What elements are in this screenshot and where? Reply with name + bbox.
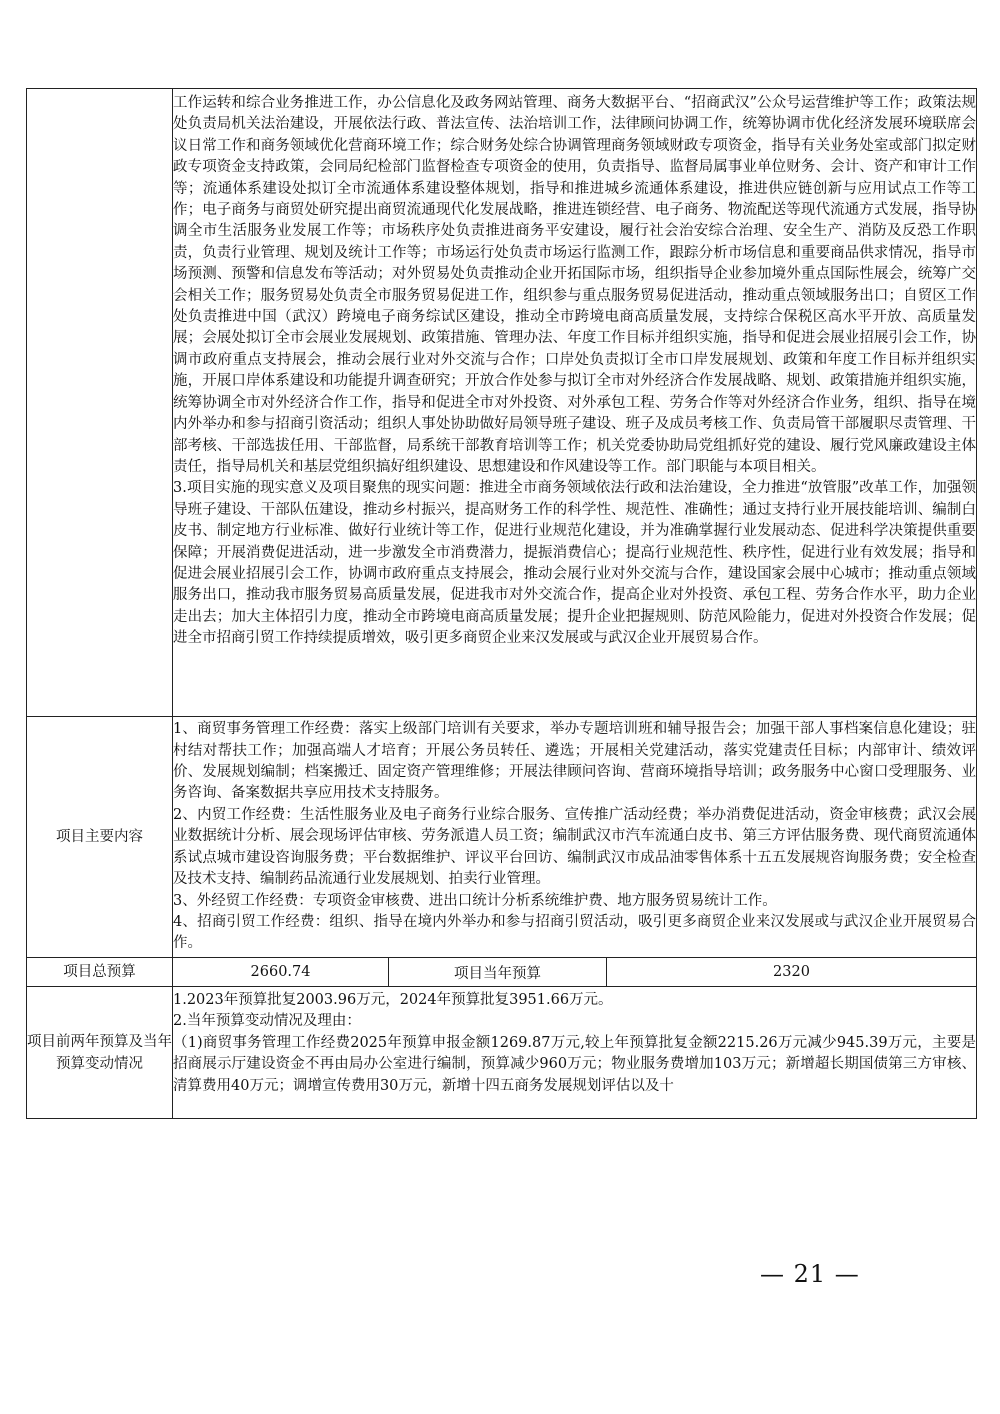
paragraph: 工作运转和综合业务推进工作，办公信息化及政务网站管理、商务大数据平台、“招商武汉”公众号运营维护等工作；政策法规处负责局机关法治建设，开展依法行政、普法宣传、法治培训工作，法律顾问协调工作，统筹协调市优化经济发展环境联席会议日常工作和商务领域优化营商环境工作；综合财务处综合协调管理商务领域财政专项资金，指导有关业务处室或部门拟定财政专项资金支持政策，会同局纪检部门监督检查专项资金的使用，负责指导、监督局属事业单位财务、会计、资产和审计工作等；流通体系建设处拟订全市流通体系建设整体规划，指导和推进城乡流通体系建设，推进供应链创新与应用试点工作等工作；电子商务与商贸处研究提出商贸流通现代化发展战略，推进连锁经营、电子商务、物流配送等现代流通方式发展，指导协调全市生活服务业发展工作等；市场秩序处负责推进商务平安建设，履行社会治安综合治理、安全生产、消防及反恐工作职责，负责行业管理、规划及统计工作等；市场运行处负责市场运行监测工作，跟踪分析市场信息和重要商品供求情况，指导市场预测、预警和信息发布等活动；对外贸易处负责推动企业开拓国际市场，组织指导企业参加境外重点国际性展会，统筹广交会相关工作；服务贸易处负责全市服务贸易促进工作，组织参与重点服务贸易促进活动，推动重点领域服务出口；自贸区工作处负责推进中国（武汉）跨境电子商务综试区建设，推动全市跨境电商高质量发展，支持综合保税区高水平开放、高质量发展；会展处拟订全市会展业发展规划、政策措施、管理办法、年度工作目标并组织实施，指导和促进会展业招展引会工作，协调市政府重点支持展会，推动会展行业对外交流与合作；口岸处负责拟订全市口岸发展规划、政策和年度工作目标并组织实施，开展口岸体系建设和功能提升调查研究；开放合作处参与拟订全市对外经济合作发展战略、规划、政策措施并组织实施，统筹协调全市对外经济合作工作，指导和促进全市对外投资、对外承包工程、劳务合作等对外经济合作业务，组织、指导在境内外举办和参与招商引资活动；组织人事处协助做好局领导班子建设、班子及成员考核工作、负责局管干部履职尽责管理、干部考核、干部选拔任用、干部监督，局系统干部教育培训等工作；机关党委协助局党组抓好党的建设、履行党风廉政建设主体责任，指导局机关和基层党组织搞好组织建设、思想建设和作风建设等工作。部门职能与本项目相关。 [173, 95, 976, 475]
paragraph: 1.2023年预算批复2003.96万元，2024年预算批复3951.66万元。 [173, 992, 613, 1008]
current-budget-value: 2320 [607, 958, 977, 987]
total-budget-label: 项目总预算 [27, 958, 173, 987]
project-basis-row [27, 89, 977, 717]
total-budget-value: 2660.74 [173, 958, 389, 987]
paragraph: 2、内贸工作经费：生活性服务业及电子商务行业综合服务、宣传推广活动经费；举办消费促进活动，资金审核费；武汉会展业数据统计分析、展会现场评估审核、劳务派遣人员工资；编制武汉市汽车流通白皮书、第三方评估服务费、现代商贸流通体系试点城市建设咨询服务费；平台数据维护、评议平台回访、编制武汉市成品油零售体系十五五发展规咨询服务费；安全检查及技术支持、编制药品流通行业发展规划、拍卖行业管理。 [173, 806, 976, 888]
current-budget-label: 项目当年预算 [389, 958, 607, 987]
project-basis-label [27, 89, 173, 717]
paragraph: 3.项目实施的现实意义及项目聚焦的现实问题：推进全市商务领域依法行政和法治建设，全力推进“放管服”改革工作，加强领导班子建设、干部队伍建设，推动乡村振兴，提高财务工作的科学性、规范性、准确性；通过支持行业开展技能培训、编制白皮书、制定地方行业标准、做好行业统计等工作，促进行业规范化建设，并为准确掌握行业发展动态、促进科学决策提供重要保障；开展消费促进活动，进一步激发全市消费潜力，提振消费信心；提高行业规范性、秩序性，促进行业有效发展；指导和促进会展业招展引会工作，协调市政府重点支持展会，推动会展行业对外交流与合作，建设国家会展中心城市；推动重点领域服务出口，推动我市服务贸易高质量发展，促进我市对外交流合作，提高企业对外投资、承包工程、劳务合作水平，助力企业走出去；加大主体招引力度，推动全市跨境电商高质量发展；提升企业把握规则、防范风险能力，促进对外投资合作发展；促进全市招商引贸工作持续提质增效，吸引更多商贸企业来汉发展或与武汉企业开展贸易合作。 [173, 480, 976, 647]
page-number: — 21 — [760, 1260, 860, 1288]
project-table [26, 88, 977, 1119]
budget-changes-label: 项目前两年预算及当年预算变动情况 [27, 987, 173, 1119]
budget-row [27, 958, 977, 987]
main-content-label: 项目主要内容 [27, 717, 173, 958]
paragraph: 1、商贸事务管理工作经费：落实上级部门培训有关要求，举办专题培训班和辅导报告会；加强干部人事档案信息化建设；驻村结对帮扶工作；加强高端人才培育；开展公务员转任、遴选；开展相关党建活动，落实党建责任目标；内部审计、绩效评价、发展规划编制；档案搬迁、固定资产管理维修；开展法律顾问咨询、营商环境指导培训；政务服务中心窗口受理服务、业务咨询、备案数据共享应用技术支持服务。 [173, 721, 976, 802]
main-content-row [27, 717, 977, 958]
main-content-cell [173, 717, 977, 958]
project-basis-content [173, 89, 977, 717]
budget-changes-row [27, 987, 977, 1119]
paragraph: 3、外经贸工作经费：专项资金审核费、进出口统计分析系统维护费、地方服务贸易统计工作。 [173, 892, 777, 909]
paragraph: 2.当年预算变动情况及理由： [173, 1013, 361, 1030]
paragraph: 4、招商引贸工作经费：组织、指导在境内外举办和参与招商引贸活动，吸引更多商贸企业来汉发展或与武汉企业开展贸易合作。 [173, 913, 976, 952]
budget-changes-content [173, 987, 977, 1119]
paragraph: （1)商贸事务管理工作经费2025年预算申报金额1269.87万元,较上年预算批复金额2215.26万元减少945.39万元，主要是招商展示厅建设资金不再由局办公室进行编制，预算减少960万元；物业服务费增加103万元；新增超长期国债第三方审核、清算费用40万元；调增宣传费用30万元，新增十四五商务发展规划评估以及十 [173, 1034, 976, 1094]
